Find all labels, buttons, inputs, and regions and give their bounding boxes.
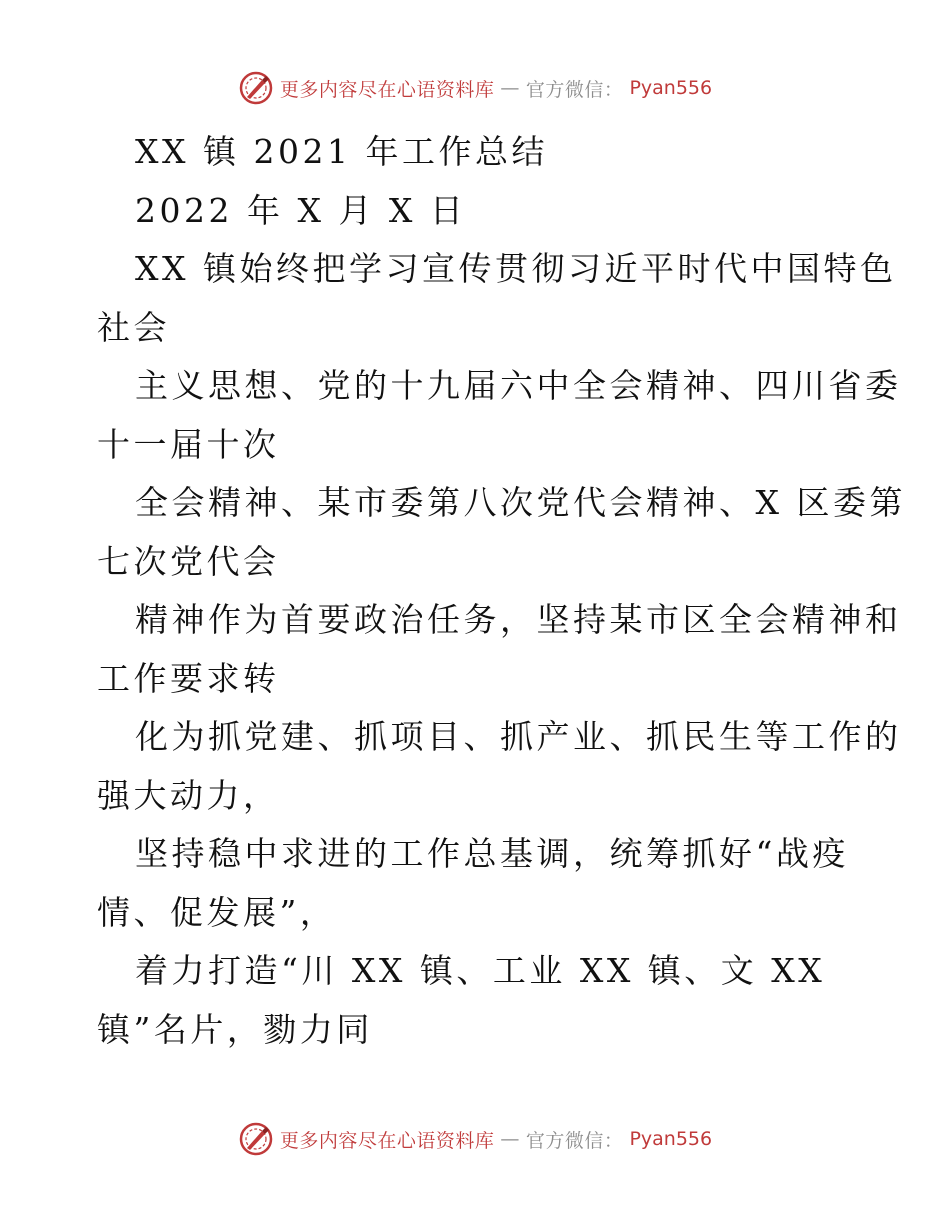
paragraph-line: 全会精神、某市委第八次党代会精神、X 区委第 [135, 483, 906, 522]
paragraph-line: 十一届十次 [97, 424, 280, 464]
paragraph-line: 七次党代会 [97, 541, 280, 581]
paragraph-line: 社会 [97, 307, 170, 347]
pen-seal-icon [238, 1121, 274, 1157]
document-date: 2022 年 X 月 X 日 [135, 190, 467, 230]
document-body [97, 123, 906, 1059]
paragraph-line: 工作要求转 [97, 658, 280, 698]
watermark-dash: — [500, 77, 520, 99]
watermark-id: Pyan556 [629, 1128, 713, 1150]
paragraph-line: 坚持稳中求进的工作总基调，统筹抓好“战疫 [135, 834, 849, 873]
paragraph-line: 强大动力， [97, 775, 280, 815]
watermark-site: 更多内容尽在心语资料库 [279, 1129, 495, 1152]
watermark-id: Pyan556 [629, 77, 713, 99]
paragraph-line: 着力打造“川 XX 镇、工业 XX 镇、文 XX [135, 951, 826, 990]
watermark-label: 官方微信： [525, 78, 624, 101]
paragraph-line: 精神作为首要政治任务，坚持某市区全会精神和 [135, 600, 902, 639]
footer-watermark [0, 1121, 950, 1157]
paragraph-line: 镇”名片，勠力同 [97, 1009, 373, 1049]
watermark-label: 官方微信： [525, 1129, 624, 1152]
paragraph-line: 主义思想、党的十九届六中全会精神、四川省委 [135, 366, 902, 405]
pen-seal-icon [238, 70, 274, 106]
header-watermark [0, 70, 950, 106]
watermark-dash: — [500, 1128, 520, 1150]
watermark-site: 更多内容尽在心语资料库 [279, 78, 495, 101]
paragraph-line: 情、促发展”， [97, 892, 337, 932]
document-title: XX 镇 2021 年工作总结 [135, 132, 548, 171]
paragraph-line: 化为抓党建、抓项目、抓产业、抓民生等工作的 [135, 717, 902, 756]
paragraph-line: XX 镇始终把学习宣传贯彻习近平时代中国特色 [135, 249, 897, 288]
